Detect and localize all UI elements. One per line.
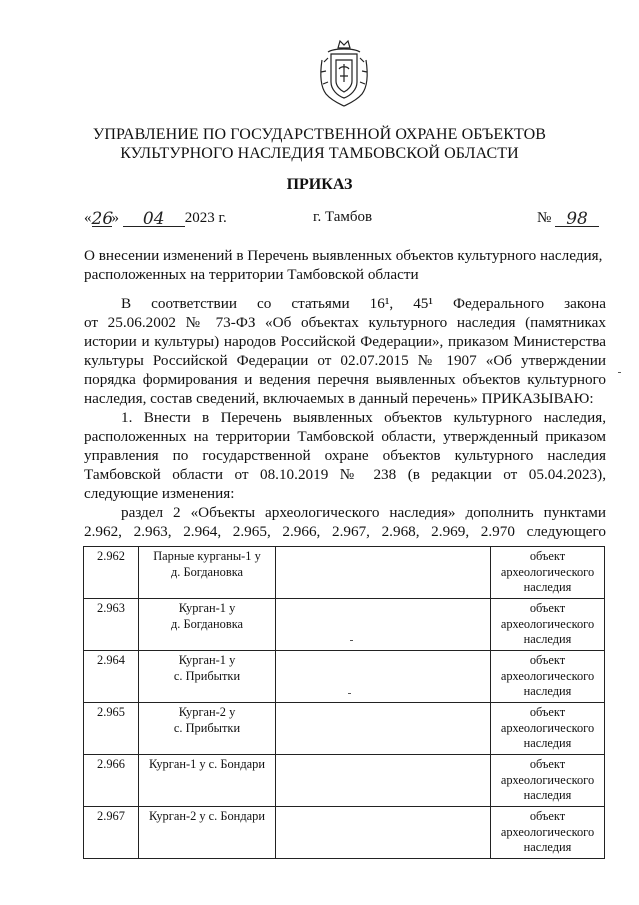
item-number: 2.967 bbox=[84, 807, 139, 859]
item-number: 2.965 bbox=[84, 703, 139, 755]
date-open-quote: « bbox=[84, 210, 92, 226]
category-line: археологического bbox=[500, 616, 595, 631]
date-year: 2023 г. bbox=[184, 210, 227, 226]
category-line: объект bbox=[529, 601, 566, 615]
body-p1-line: В соответствии со статьями 16¹, 45¹ Федерального закона bbox=[121, 295, 606, 312]
item-number: 2.962 bbox=[84, 547, 139, 599]
category-line: археологического bbox=[500, 564, 595, 579]
subject-line-1: О внесении изменений в Перечень выявленных объектов культурного наследия, bbox=[84, 247, 603, 264]
category-line: археологического bbox=[500, 668, 595, 683]
item-name bbox=[139, 599, 276, 651]
body-p1-line: порядка формирования и ведения перечня выявленных объектов культурного bbox=[84, 371, 606, 388]
document-type-title: ПРИКАЗ bbox=[286, 176, 353, 193]
item-name-line: Курган-2 у с. Бондари bbox=[149, 809, 265, 823]
item-name bbox=[139, 651, 276, 703]
body-p2-line: 1. Внести в Перечень выявленных объектов культурного наследия, bbox=[121, 409, 606, 426]
item-blank-cell bbox=[276, 807, 491, 859]
scan-speck bbox=[348, 693, 351, 694]
item-category bbox=[491, 651, 605, 703]
item-name bbox=[139, 807, 276, 859]
body-p3-line: раздел 2 «Объекты археологического наследия» дополнить пунктами bbox=[121, 504, 606, 521]
item-category bbox=[491, 547, 605, 599]
table-row bbox=[84, 755, 605, 807]
table-row bbox=[84, 599, 605, 651]
category-line: объект bbox=[529, 653, 566, 667]
item-blank-cell bbox=[276, 599, 491, 651]
body-p2-line: следующие изменения: bbox=[84, 485, 235, 502]
category-line: наследия bbox=[523, 736, 572, 750]
category-line: наследия bbox=[523, 788, 572, 802]
item-name-line: Курган-1 у bbox=[178, 653, 236, 667]
coat-of-arms-emblem bbox=[316, 38, 372, 108]
item-number: 2.966 bbox=[84, 755, 139, 807]
category-line: археологического bbox=[500, 772, 595, 787]
item-name-line: с. Прибытки bbox=[173, 720, 241, 735]
order-date bbox=[84, 209, 227, 229]
number-value: 98 bbox=[555, 209, 599, 227]
item-category bbox=[491, 703, 605, 755]
body-p2-line: Тамбовской области от 08.10.2019 № 238 (в редакции от 05.04.2023), bbox=[84, 466, 606, 483]
item-name-line: с. Прибытки bbox=[173, 668, 241, 683]
agency-name-line1: УПРАВЛЕНИЕ ПО ГОСУДАРСТВЕННОЙ ОХРАНЕ ОБЪЕКТОВ bbox=[92, 126, 547, 143]
body-p3-line: 2.962, 2.963, 2.964, 2.965, 2.966, 2.967, 2.968, 2.969, 2.970 следующего bbox=[84, 523, 606, 540]
date-close-quote: » bbox=[111, 210, 119, 226]
item-name-line: д. Богдановка bbox=[170, 616, 244, 631]
item-blank-cell bbox=[276, 547, 491, 599]
body-p1-line: от 25.06.2002 № 73-ФЗ «Об объектах культурного наследия (памятниках bbox=[84, 314, 606, 331]
category-line: объект bbox=[529, 757, 566, 771]
item-blank-cell bbox=[276, 703, 491, 755]
table-row bbox=[84, 703, 605, 755]
category-line: объект bbox=[529, 549, 566, 563]
item-name-line: д. Богдановка bbox=[170, 564, 244, 579]
item-number: 2.964 bbox=[84, 651, 139, 703]
item-name bbox=[139, 703, 276, 755]
body-p1-line: культуры Российской Федерации от 02.07.2015 № 1907 «Об утверждении bbox=[84, 352, 606, 369]
item-name-line: Парные курганы-1 у bbox=[153, 549, 261, 563]
body-p1-line: истории и культуры) народов Российской Федерации», приказом Министерства bbox=[84, 333, 606, 350]
category-line: объект bbox=[529, 809, 566, 823]
heritage-objects-table bbox=[83, 546, 605, 859]
item-number: 2.963 bbox=[84, 599, 139, 651]
item-name bbox=[139, 755, 276, 807]
category-line: объект bbox=[529, 705, 566, 719]
table-row bbox=[84, 547, 605, 599]
item-name bbox=[139, 547, 276, 599]
date-month: 04 bbox=[123, 209, 185, 227]
item-name-line: Курган-1 у bbox=[178, 601, 236, 615]
category-line: наследия bbox=[523, 632, 572, 646]
category-line: наследия bbox=[523, 580, 572, 594]
date-day: 26 bbox=[91, 209, 114, 229]
category-line: археологического bbox=[500, 824, 595, 839]
category-line: археологического bbox=[500, 720, 595, 735]
body-p2-line: управления по государственной охране объектов культурного наследия bbox=[84, 447, 606, 464]
body-p1-line: наследия, состав сведений, включаемых в данный перечень» ПРИКАЗЫВАЮ: bbox=[84, 390, 594, 407]
item-name-line: Курган-2 у bbox=[178, 705, 236, 719]
table-row bbox=[84, 651, 605, 703]
item-category bbox=[491, 599, 605, 651]
item-name-line: Курган-1 у с. Бондари bbox=[149, 757, 265, 771]
item-blank-cell bbox=[276, 755, 491, 807]
number-prefix: № bbox=[537, 210, 552, 226]
agency-name-line2: КУЛЬТУРНОГО НАСЛЕДИЯ ТАМБОВСКОЙ ОБЛАСТИ bbox=[120, 145, 519, 162]
order-number bbox=[537, 209, 599, 229]
item-category bbox=[491, 807, 605, 859]
city-name: г. Тамбов bbox=[313, 209, 373, 225]
category-line: наследия bbox=[523, 684, 572, 698]
scan-speck bbox=[350, 640, 353, 641]
item-blank-cell bbox=[276, 651, 491, 703]
subject-line-2: расположенных на территории Тамбовской области bbox=[84, 266, 419, 283]
scan-speck bbox=[618, 372, 621, 373]
body-p2-line: расположенных на территории Тамбовской области, утвержденный приказом bbox=[84, 428, 606, 445]
category-line: наследия bbox=[523, 840, 572, 854]
item-category bbox=[491, 755, 605, 807]
table-row bbox=[84, 807, 605, 859]
